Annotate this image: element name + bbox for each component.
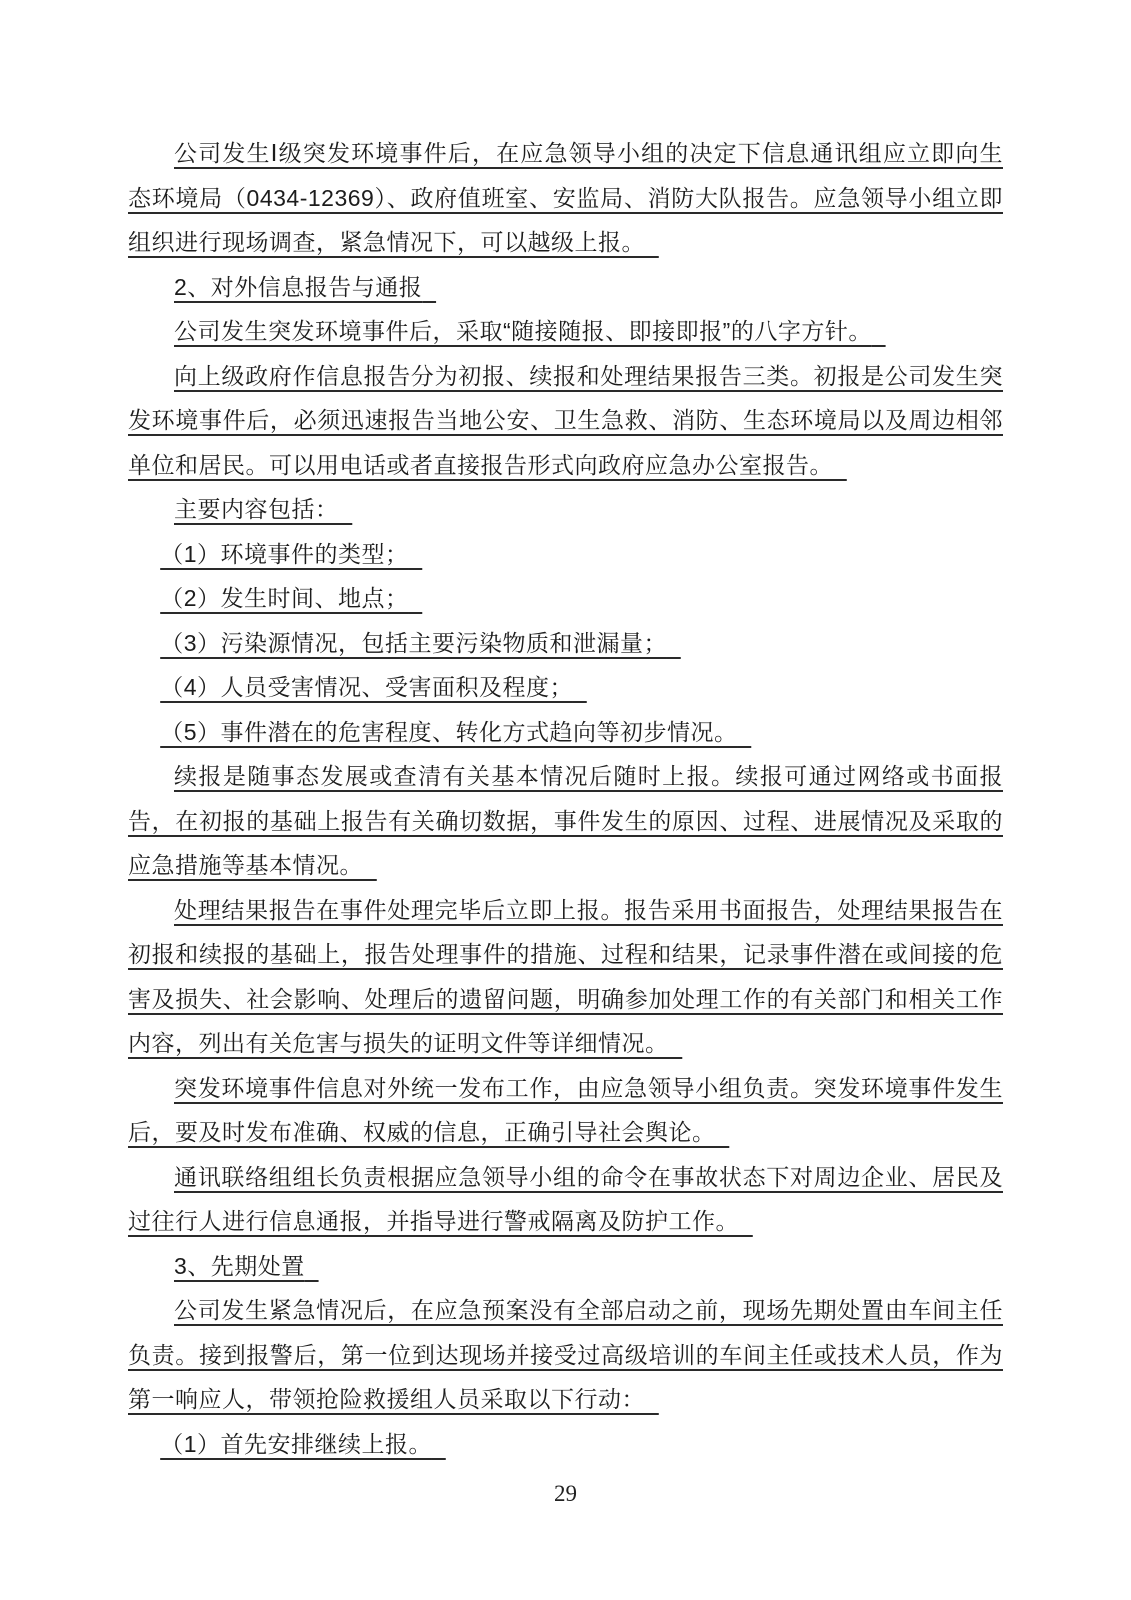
paragraph-main-contents-label: 主要内容包括： — [174, 496, 339, 522]
paragraph-continuation-report: 续报是随事态发展或查清有关基本情况后随时上报。续报可通过网络或书面报告，在初报的基础上报告有关确切数据，事件发生的原因、过程、进展情况及采取的应急措施等基本情况。 — [128, 763, 1003, 878]
paragraph-unified-release: 突发环境事件信息对外统一发布工作，由应急领导小组负责。突发环境事件发生后，要及时发布准确、权威的信息，正确引导社会舆论。 — [128, 1074, 1003, 1145]
list-item-potential-hazard: （5）事件潜在的危害程度、转化方式趋向等初步情况。 — [160, 718, 738, 745]
section-heading-initial-disposal: 3、先期处置 — [174, 1252, 305, 1279]
paragraph-liaison-group-duty: 通讯联络组组长负责根据应急领导小组的命令在事故状态下对周边企业、居民及过往行人进行信息通报，并指导进行警戒隔离及防护工作。 — [128, 1163, 1003, 1234]
list-item-time-place: （2）发生时间、地点； — [160, 585, 409, 611]
paragraph-report-types: 向上级政府作信息报告分为初报、续报和处理结果报告三类。初报是公司发生突发环境事件后，必须迅速报告当地公安、卫生急救、消防、生态环境局以及周边相邻单位和居民。可以用电话或者直接报告形式向政府应急办公室报告。 — [128, 362, 1003, 478]
paragraph-first-responder: 公司发生紧急情况后，在应急预案没有全部启动之前，现场先期处置由车间主任负责。接到报警后，第一位到达现场并接受过高级培训的车间主任或技术人员，作为第一响应人，带领抢险救援组人员采取以下行动： — [128, 1297, 1003, 1412]
page-number: 29 — [554, 1481, 577, 1506]
paragraph-eight-character-policy: 公司发生突发环境事件后，采取“随接随报、即接即报”的八字方针。 — [174, 318, 872, 344]
list-item-casualties: （4）人员受害情况、受害面积及程度； — [160, 674, 573, 700]
list-item-continue-reporting: （1）首先安排继续上报。 — [160, 1430, 432, 1457]
paragraph-level1-incident-reporting: 公司发生Ⅰ级突发环境事件后，在应急领导小组的决定下信息通讯组应立即向生态环境局（0434-12369）、政府值班室、安监局、消防大队报告。应急领导小组立即组织进行现场调查，紧急情况下，可以越级上报。 — [128, 140, 1003, 255]
section-heading-external-information-report: 2、对外信息报告与通报 — [174, 273, 423, 300]
paragraph-result-report: 处理结果报告在事件处理完毕后立即上报。报告采用书面报告，处理结果报告在初报和续报的基础上，报告处理事件的措施、过程和结果，记录事件潜在或间接的危害及损失、社会影响、处理后的遗留问题，明确参加处理工作的有关部门和相关工作内容，列出有关危害与损失的证明文件等详细情况。 — [128, 896, 1003, 1056]
document-body — [128, 131, 1003, 1466]
list-item-pollution-source: （3）污染源情况，包括主要污染物质和泄漏量； — [160, 629, 667, 656]
list-item-event-type: （1）环境事件的类型； — [160, 540, 409, 567]
